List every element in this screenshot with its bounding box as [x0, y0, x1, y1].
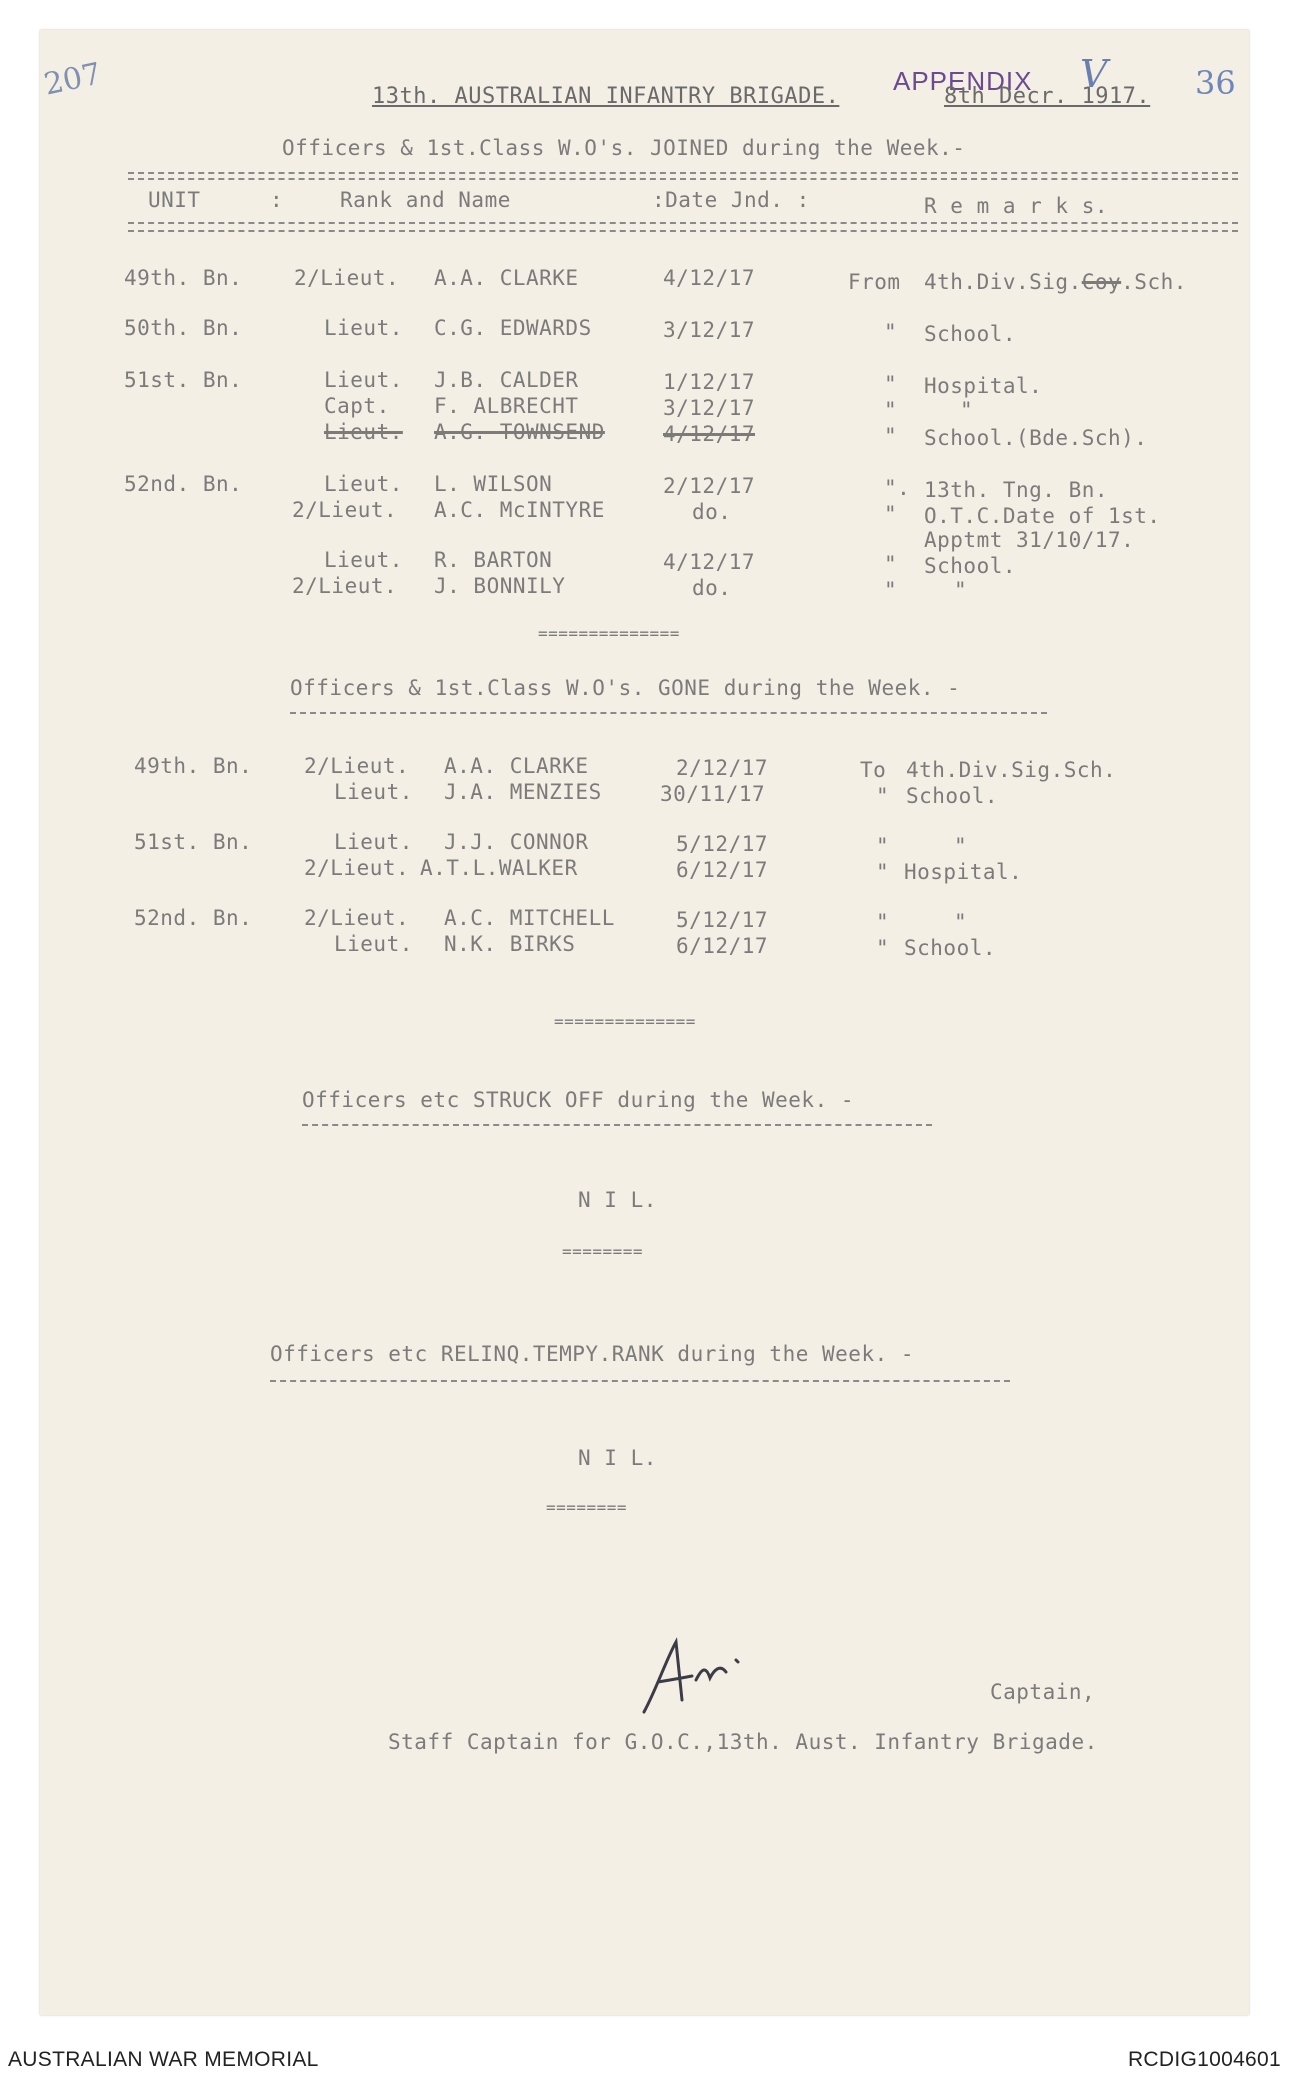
ditto-mark: " [884, 578, 898, 602]
header-rule-top [128, 172, 1238, 174]
unit: 52nd. Bn. [134, 906, 253, 930]
rank: 2/Lieut. [304, 856, 410, 880]
officer-name: A.G. TOWNSEND [434, 420, 605, 444]
gone-title-rule [290, 712, 1047, 714]
remark: School.(Bde.Sch). [924, 426, 1148, 450]
remark-prefix: To [860, 758, 887, 782]
struck-word: Coy [1081, 270, 1122, 294]
ditto-mark: " [884, 552, 898, 576]
remark: School. [904, 936, 997, 960]
officer-name: N.K. BIRKS [444, 932, 576, 956]
unit: 52nd. Bn. [124, 472, 243, 496]
date-joined: 4/12/17 [663, 550, 756, 574]
section-separator: ======== [546, 1498, 628, 1517]
officer-name: A.C. MITCHELL [444, 906, 615, 930]
struck-off-title-rule [302, 1124, 932, 1126]
handwritten-signature [636, 1630, 756, 1720]
unit: 51st. Bn. [124, 368, 243, 392]
col-header-sep: : [270, 188, 284, 212]
date-joined: 4/12/17 [663, 422, 756, 446]
col-header-unit: UNIT [148, 188, 201, 212]
date-joined: 1/12/17 [663, 370, 756, 394]
rank: 2/Lieut. [292, 574, 398, 598]
section-separator: ======== [562, 1242, 644, 1261]
brigade-heading: 13th. AUSTRALIAN INFANTRY BRIGADE. [372, 84, 840, 109]
date-joined: 4/12/17 [663, 266, 756, 290]
document-date: 8th Decr. 1917. [944, 84, 1151, 109]
relinq-title-rule [270, 1380, 1010, 1382]
gone-section-title: Officers & 1st.Class W.O's. GONE during the Week. - [290, 676, 961, 700]
ditto-mark: ". [884, 476, 911, 500]
remark: Hospital. [904, 860, 1023, 884]
officer-name: J.B. CALDER [434, 368, 579, 392]
col-header-date: :Date Jnd. : [652, 188, 810, 212]
officer-name: J.A. MENZIES [444, 780, 602, 804]
unit: 51st. Bn. [134, 830, 253, 854]
rank: Lieut. [324, 420, 403, 444]
signatory-rank: Captain, [990, 1680, 1096, 1704]
ditto-mark: " [876, 910, 890, 934]
rank: Lieut. [334, 830, 413, 854]
officer-name: L. WILSON [434, 472, 553, 496]
appendix-stamp: APPENDIX [893, 66, 1033, 96]
officer-name: R. BARTON [434, 548, 553, 572]
ditto-mark: " [876, 834, 890, 858]
officer-name: J.J. CONNOR [444, 830, 589, 854]
ditto-mark: " [884, 372, 898, 396]
archive-reference: RCDIG1004601 [1127, 2048, 1281, 2071]
remark: 4th.Div.Sig.Coy.Sch. [924, 270, 1187, 294]
date-joined: 3/12/17 [663, 396, 756, 420]
date-gone: 30/11/17 [660, 782, 766, 806]
officer-name: C.G. EDWARDS [434, 316, 592, 340]
date-joined: do. [692, 576, 732, 600]
date-gone: 5/12/17 [676, 908, 769, 932]
joined-section-title: Officers & 1st.Class W.O's. JOINED during the Week.- [282, 136, 966, 160]
signatory-role: Staff Captain for G.O.C.,13th. Aust. Infantry Brigade. [388, 1730, 1098, 1754]
rank: 2/Lieut. [292, 498, 398, 522]
section-separator: ============== [538, 624, 680, 643]
pencil-folio-number: 207 [40, 56, 105, 103]
officer-name: A.T.L.WALKER [420, 856, 578, 880]
struck-off-section-title: Officers etc STRUCK OFF during the Week. - [302, 1088, 855, 1112]
officer-name: A.C. McINTYRE [434, 498, 605, 522]
col-header-rank: Rank and Name [340, 188, 511, 212]
rank: Lieut. [324, 368, 403, 392]
date-joined: do. [692, 500, 732, 524]
ditto-mark: " [876, 784, 890, 808]
unit: 50th. Bn. [124, 316, 243, 340]
remark-continued: Apptmt 31/10/17. [924, 528, 1135, 552]
remark: " [954, 910, 968, 934]
rank: 2/Lieut. [294, 266, 400, 290]
remark: " [954, 578, 968, 602]
remark: Hospital. [924, 374, 1043, 398]
date-joined: 3/12/17 [663, 318, 756, 342]
ditto-mark: " [884, 398, 898, 422]
section-separator: ============== [554, 1012, 696, 1031]
rank: 2/Lieut. [304, 906, 410, 930]
officer-name: A.A. CLARKE [444, 754, 589, 778]
officer-name: J. BONNILY [434, 574, 566, 598]
header-rule-top-2 [128, 178, 1238, 180]
header-rule-bottom-2 [128, 230, 1238, 232]
relinq-value: N I L. [578, 1446, 657, 1470]
date-gone: 6/12/17 [676, 858, 769, 882]
remark: 13th. Tng. Bn. [924, 478, 1109, 502]
rank: 2/Lieut. [304, 754, 410, 778]
relinq-section-title: Officers etc RELINQ.TEMPY.RANK during the Week. - [270, 1342, 915, 1366]
ditto-mark: " [884, 424, 898, 448]
remark: School. [924, 322, 1017, 346]
ditto-mark: " [876, 936, 890, 960]
remark: " [960, 398, 974, 422]
remark: School. [924, 554, 1017, 578]
remark-prefix: From [848, 270, 901, 294]
remark: O.T.C.Date of 1st. [924, 504, 1161, 528]
remark: " [954, 834, 968, 858]
unit: 49th. Bn. [124, 266, 243, 290]
struck-off-value: N I L. [578, 1188, 657, 1212]
ditto-mark: " [884, 502, 898, 526]
date-gone: 5/12/17 [676, 832, 769, 856]
date-gone: 6/12/17 [676, 934, 769, 958]
col-header-remarks: R e m a r k s. [924, 194, 1109, 218]
rank: Lieut. [334, 780, 413, 804]
ditto-mark: " [876, 860, 890, 884]
page-number: 36 [1195, 64, 1236, 102]
rank: Lieut. [324, 548, 403, 572]
rank: Capt. [324, 394, 390, 418]
appendix-hand-mark: V [1080, 52, 1108, 96]
remark: 4th.Div.Sig.Sch. [906, 758, 1117, 782]
rank: Lieut. [334, 932, 413, 956]
date-joined: 2/12/17 [663, 474, 756, 498]
rank: Lieut. [324, 316, 403, 340]
remark: School. [906, 784, 999, 808]
ditto-mark: " [884, 320, 898, 344]
rank: Lieut. [324, 472, 403, 496]
officer-name: A.A. CLARKE [434, 266, 579, 290]
archive-name: AUSTRALIAN WAR MEMORIAL [8, 2048, 319, 2071]
unit: 49th. Bn. [134, 754, 253, 778]
date-gone: 2/12/17 [676, 756, 769, 780]
officer-name: F. ALBRECHT [434, 394, 579, 418]
header-rule-bottom [128, 222, 1238, 224]
